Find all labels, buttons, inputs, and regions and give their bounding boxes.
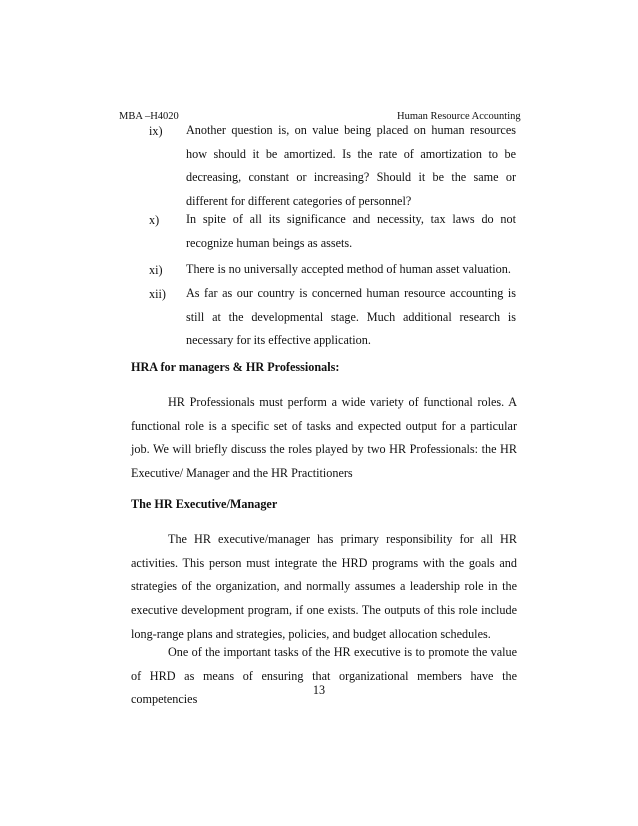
section-heading: HRA for managers & HR Professionals: (131, 360, 340, 374)
section-heading: The HR Executive/Manager (131, 497, 278, 511)
paragraph: One of the important tasks of the HR executive is to promote the value of HRD as means of ensuring that organizational members have the competencies (131, 645, 517, 707)
paragraph: HR Professionals must perform a wide variety of functional roles. A functional role is a specific set of tasks and expected output for a particular job. We will briefly discuss the roles played by two HR Professionals: the HR Executive/ Manager and the HR Practitioners (131, 395, 517, 481)
list-item-text: Another question is, on value being placed on human resources how should it be amortized. Is the rate of amortization to be decreasing, constant or increasing? Should it be the same or different for different categories of personnel? (186, 123, 516, 209)
list-item-text: There is no universally accepted method of human asset valuation. (186, 262, 511, 276)
list-item-number: xii) (149, 287, 166, 301)
paragraph: The HR executive/manager has primary responsibility for all HR activities. This person must integrate the HRD programs with the goals and strategies of the organization, and normally assumes a leadership role in the executive development program, if one exists. The outputs of this role include long-range plans and strategies, policies, and budget allocation schedules. (131, 532, 517, 641)
list-item-text: In spite of all its significance and necessity, tax laws do not recognize human beings as assets. (186, 212, 516, 250)
header-title: Human Resource Accounting (397, 111, 521, 122)
page-number: 13 (312, 683, 326, 697)
header-course-code: MBA –H4020 (119, 111, 179, 122)
list-item-number: ix) (149, 124, 163, 138)
list-item-number: x) (149, 213, 160, 227)
list-item-number: xi) (149, 263, 163, 277)
list-item-text: As far as our country is concerned human resource accounting is still at the developmental stage. Much additional research is necessary for its effective application. (186, 286, 516, 348)
